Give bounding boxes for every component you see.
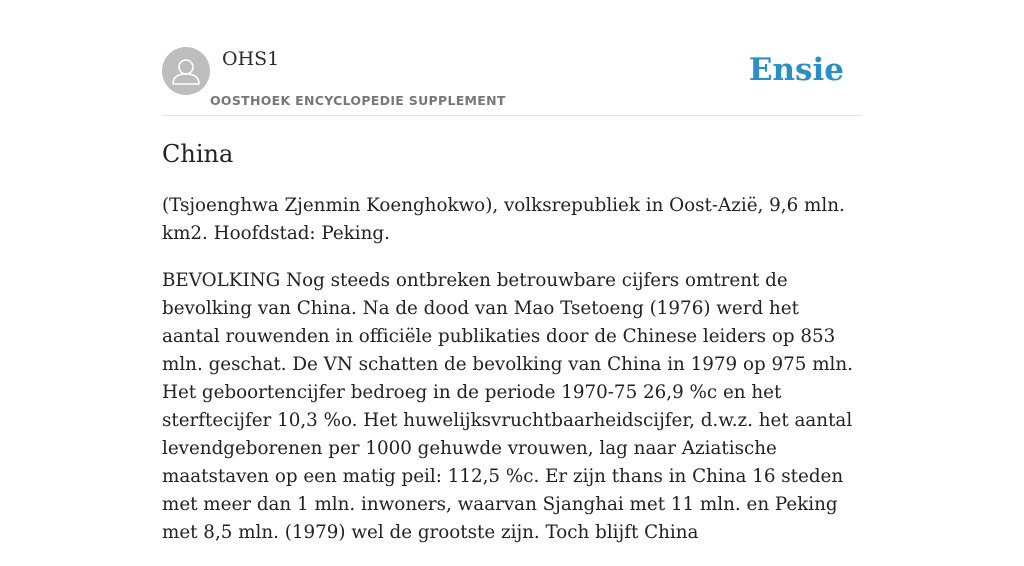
entry-body <box>162 192 862 566</box>
entry-header <box>162 44 862 116</box>
paragraph-bevolking: BEVOLKING Nog steeds ontbreken betrouwbare cijfers omtrent de bevolking van China. Na de dood van Mao Tsetoeng (1976) werd het aantal rouwenden in officiële publikaties door de Chinese leiders op 853 mln. geschat. De VN schatten de bevolking van China in 1979 op 975 mln. Het geboortencijfer bedroeg in de periode 1970-75 26,9 %c en het sterftecijfer 10,3 %o. Het huwelijksvruchtbaarheidscijfer, d.w.z. het aantal levendgeborenen per 1000 gehuwde vrouwen, lag naar Aziatische maatstaven op een matig peil: 112,5 %c. Er zijn thans in China 16 steden met meer dan 1 mln. inwoners, waarvan Sjanghai met 11 mln. en Peking met 8,5 mln. (1979) wel de grootste zijn. Toch blijft China <box>162 270 853 543</box>
paragraph-intro: (Tsjoenghwa Zjenmin Koenghokwo), volksrepubliek in Oost-Azië, 9,6 mln. km2. Hoofdstad: Peking. <box>162 195 845 244</box>
author-name[interactable]: OHS1 <box>222 48 280 70</box>
source-label[interactable]: OOSTHOEK ENCYCLOPEDIE SUPPLEMENT <box>210 93 506 108</box>
user-silhouette-icon <box>162 47 210 95</box>
author-avatar[interactable] <box>162 47 210 95</box>
entry-title: China <box>162 140 234 168</box>
brand-logo[interactable]: Ensie <box>748 52 844 88</box>
